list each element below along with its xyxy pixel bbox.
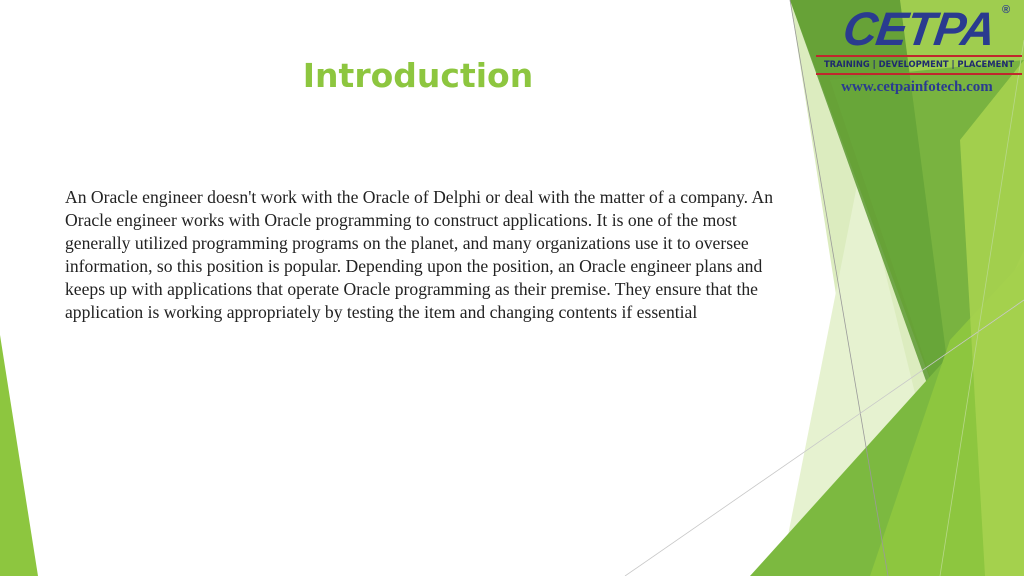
cetpa-logo <box>810 0 1024 100</box>
left-green-sliver <box>0 335 38 576</box>
logo-rule-top <box>816 55 1022 57</box>
logo-wordmark: CETPA <box>839 2 999 55</box>
registered-mark: ® <box>1002 4 1011 16</box>
slide-title: Introduction <box>302 56 534 95</box>
logo-rule-bottom <box>816 73 1022 75</box>
logo-website: www.cetpainfotech.com <box>841 79 993 95</box>
logo-tagline: TRAINING | DEVELOPMENT | PLACEMENT <box>823 59 1015 69</box>
slide-body-text: An Oracle engineer doesn't work with the Oracle of Delphi or deal with the matter of a company. An Oracle engineer works with Oracle programming to construct applications. It is one of the most generally utilized programming programs on the planet, and many organizations use it to oversee information, so this position is popular. Depending upon the position, an Oracle engineer plans and keeps up with applications that operate Oracle programming as their premise. They ensure that the application is working appropriately by testing the item and changing contents if essential <box>65 187 773 322</box>
